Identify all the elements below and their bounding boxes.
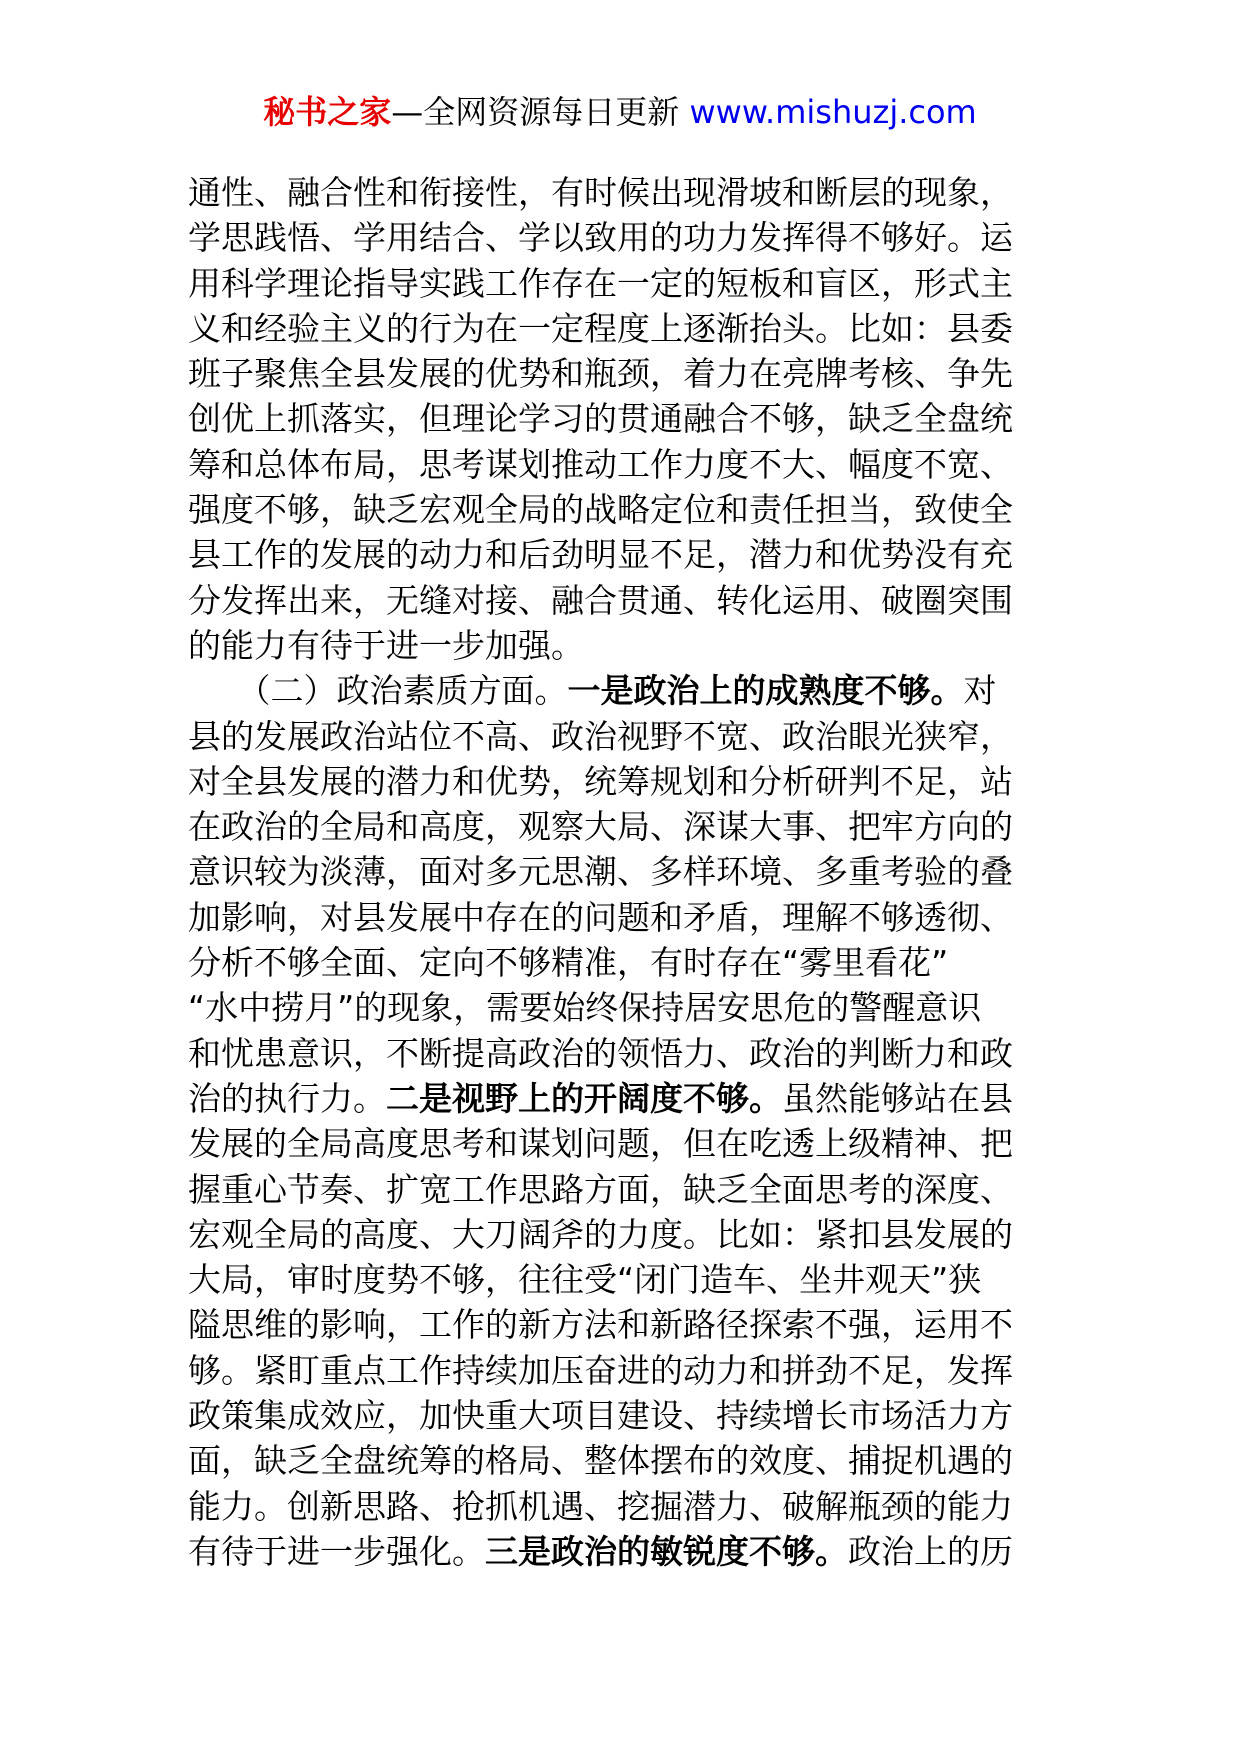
text-line <box>188 668 1058 713</box>
body-text: 大局，审时度势不够，往往受“闭门造车、坐井观天”狭 <box>188 1260 982 1300</box>
text-line <box>188 849 1058 894</box>
body-text: 政策集成效应，加快重大项目建设、持续增长市场活力方 <box>188 1396 1013 1436</box>
bold-heading-text: 二是视野上的开阔度不够。 <box>386 1078 782 1118</box>
body-text: 创优上抓落实，但理论学习的贯通融合不够，缺乏全盘统 <box>188 399 1013 439</box>
body-text: 面，缺乏全盘统筹的格局、整体摆布的效度、捕捉机遇的 <box>188 1441 1013 1481</box>
text-line <box>188 1076 1058 1121</box>
text-line <box>188 1031 1058 1076</box>
text-line <box>188 487 1058 532</box>
body-text: 县的发展政治站位不高、政治视野不宽、政治眼光狭窄， <box>188 716 1013 756</box>
body-text: 和忧患意识，不断提高政治的领悟力、政治的判断力和政 <box>188 1033 1013 1073</box>
body-text: 的能力有待于进一步加强。 <box>188 625 584 665</box>
text-line <box>188 804 1058 849</box>
body-text: 学思践悟、学用结合、学以致用的功力发挥得不够好。运 <box>188 218 1013 258</box>
body-text: 分发挥出来，无缝对接、融合贯通、转化运用、破圈突围 <box>188 580 1013 620</box>
body-text: 用科学理论指导实践工作存在一定的短板和盲区，形式主 <box>188 263 1013 303</box>
text-line <box>188 1393 1058 1438</box>
body-text: 有待于进一步强化。 <box>188 1531 485 1571</box>
text-line <box>188 578 1058 623</box>
text-line <box>188 1348 1058 1393</box>
body-text: 通性、融合性和衔接性，有时候出现滑坡和断层的现象， <box>188 173 1013 212</box>
text-line <box>188 1302 1058 1347</box>
text-line <box>188 306 1058 351</box>
body-text: 对全县发展的潜力和优势，统筹规划和分析研判不足，站 <box>188 761 1013 801</box>
text-line <box>188 532 1058 577</box>
bold-heading-text: 一是政治上的成熟度不够。 <box>567 671 964 711</box>
bold-heading-text: 三是政治的敏锐度不够。 <box>485 1531 848 1571</box>
body-text: 治的执行力。 <box>188 1078 386 1118</box>
text-line <box>188 714 1058 759</box>
text-line <box>188 170 1058 215</box>
body-text: 义和经验主义的行为在一定程度上逐渐抬头。比如：县委 <box>188 308 1013 348</box>
body-text: 意识较为淡薄，面对多元思潮、多样环境、多重考验的叠 <box>188 852 1013 892</box>
body-text: 在政治的全局和高度，观察大局、深谋大事、把牢方向的 <box>188 807 1013 847</box>
body-text: 加影响，对县发展中存在的问题和矛盾，理解不够透彻、 <box>188 897 1013 937</box>
body-text: 握重心节奏、扩宽工作思路方面，缺乏全面思考的深度、 <box>188 1169 1013 1209</box>
text-line <box>188 940 1058 985</box>
text-line <box>188 215 1058 260</box>
header-tagline: —全网资源每日更新 <box>391 93 680 131</box>
text-line <box>188 985 1058 1030</box>
text-line <box>188 1212 1058 1257</box>
text-line <box>188 623 1058 668</box>
website-link[interactable]: www.mishuzj.com <box>689 93 977 131</box>
site-header <box>0 92 1240 132</box>
text-line <box>188 1529 1058 1574</box>
text-line <box>188 261 1058 306</box>
body-text: 班子聚焦全县发展的优势和瓶颈，着力在亮牌考核、争先 <box>188 354 1013 394</box>
text-line <box>188 1121 1058 1166</box>
body-text: 发展的全局高度思考和谋划问题，但在吃透上级精神、把 <box>188 1124 1013 1164</box>
body-text: 虽然能够站在县 <box>782 1078 1013 1118</box>
text-line <box>188 351 1058 396</box>
text-line <box>188 442 1058 487</box>
text-line <box>188 895 1058 940</box>
text-line <box>188 759 1058 804</box>
body-text: 宏观全局的高度、大刀阔斧的力度。比如：紧扣县发展的 <box>188 1214 1013 1254</box>
body-text: 能力。创新思路、抢抓机遇、挖掘潜力、破解瓶颈的能力 <box>188 1486 1013 1526</box>
brand-name: 秘书之家 <box>263 93 392 131</box>
body-text: 强度不够，缺乏宏观全局的战略定位和责任担当，致使全 <box>188 490 1013 530</box>
text-line <box>188 1167 1058 1212</box>
text-line <box>188 396 1058 441</box>
body-text: 分析不够全面、定向不够精准，有时存在“雾里看花” <box>188 943 949 983</box>
body-text: 隘思维的影响，工作的新方法和新路径探索不强，运用不 <box>188 1305 1013 1345</box>
body-text: 够。紧盯重点工作持续加压奋进的动力和拼劲不足，发挥 <box>188 1350 1013 1390</box>
body-text: 对 <box>963 671 997 711</box>
text-line <box>188 1257 1058 1302</box>
document-body <box>188 170 1058 1574</box>
body-text: （二）政治素质方面。 <box>188 671 568 711</box>
body-text: 筹和总体布局，思考谋划推动工作力度不大、幅度不宽、 <box>188 444 1013 484</box>
text-line <box>188 1438 1058 1483</box>
body-text: 政治上的历 <box>848 1531 1013 1571</box>
body-text: “水中捞月”的现象，需要始终保持居安思危的警醒意识 <box>188 988 982 1028</box>
text-line <box>188 1484 1058 1529</box>
body-text: 县工作的发展的动力和后劲明显不足，潜力和优势没有充 <box>188 535 1013 575</box>
